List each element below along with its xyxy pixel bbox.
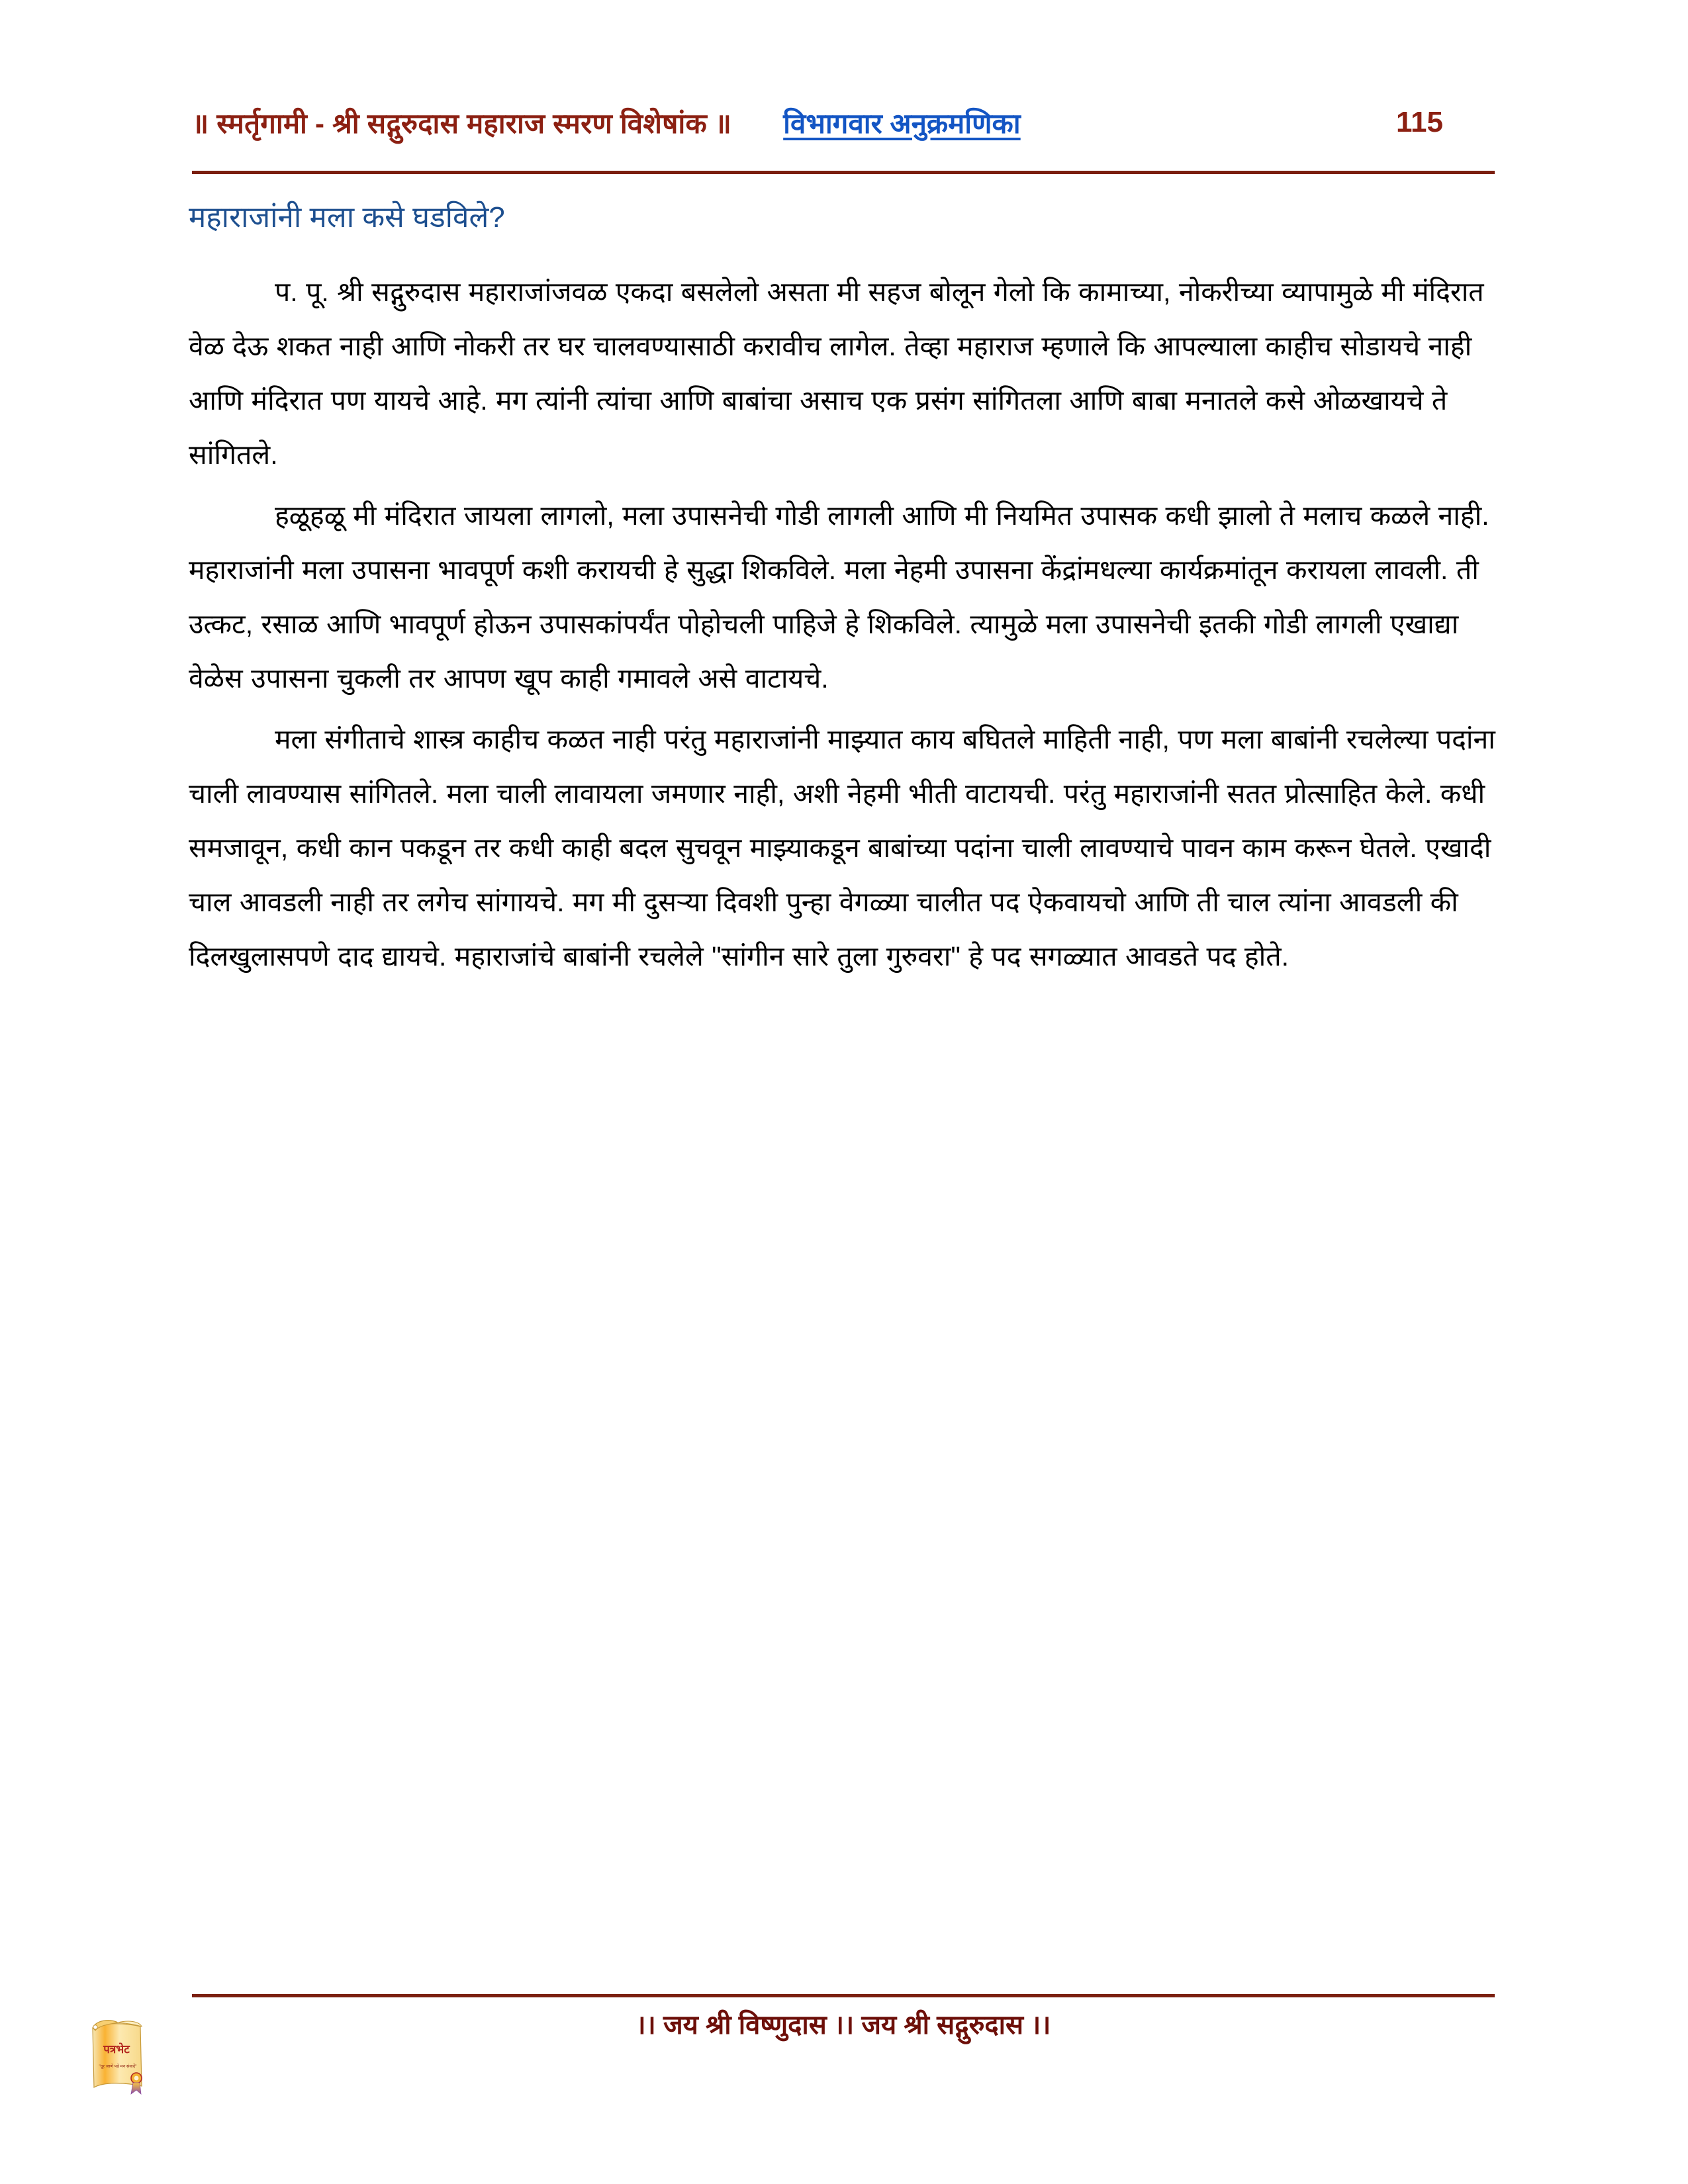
patrabhet-scroll-logo bbox=[85, 2012, 164, 2095]
article-body bbox=[189, 265, 1496, 990]
footer-text: ।। जय श्री विष्णुदास ।। जय श्री सद्गुरुदास ।। bbox=[635, 2011, 1051, 2040]
header-title: ॥ स्मर्तृगामी - श्री सद्गुरुदास महाराज स्मरण विशेषांक ॥ bbox=[192, 107, 732, 139]
body-paragraph: मला संगीताचे शास्त्र काहीच कळत नाही परंतु महाराजांनी माझ्यात काय बघितले माहिती नाही, पण मला बाबांनी रचलेल्या पदांना चाली लावण्यास सांगितले. मला चाली लावायला जमणार नाही, अशी नेहमी भीती वाटायची. परंतु महाराजांनी सतत प्रोत्साहित केले. कधी समजावून, कधी कान पकडून तर कधी काही बदल सुचवून माझ्याकडून बाबांच्या पदांना चाली लावण्याचे पावन काम करून घेतले. एखादी चाल आवडली नाही तर लगेच सांगायचे. मग मी दुसऱ्या दिवशी पुन्हा वेगळ्या चालीत पद ऐकवायचो आणि ती चाल त्यांना आवडली की दिलखुलासपणे दाद द्यायचे. महाराजांचे बाबांनी रचलेले "सांगीन सारे तुला गुरुवरा" हे पद सगळ्यात आवडते पद होते. bbox=[189, 724, 1495, 972]
section-heading: महाराजांनी मला कसे घडविले? bbox=[189, 201, 505, 234]
body-paragraph: प. पू. श्री सद्गुरुदास महाराजांजवळ एकदा बसलेलो असता मी सहज बोलून गेलो कि कामाच्या, नोकरीच्या व्यापामुळे मी मंदिरात वेळ देऊ शकत नाही आणि नोकरी तर घर चालवण्यासाठी करावीच लागेल. तेव्हा महाराज म्हणाले कि आपल्याला काहीच सोडायचे नाही आणि मंदिरात पण यायचे आहे. मग त्यांनी त्यांचा आणि बाबांचा असाच एक प्रसंग सांगितला आणि बाबा मनातले कसे ओळखायचे ते सांगितले. bbox=[189, 277, 1484, 470]
logo-name-text: पत्रभेट bbox=[103, 2043, 130, 2056]
header-divider bbox=[192, 171, 1495, 174]
index-link[interactable]: विभागवार अनुक्रमणिका bbox=[783, 107, 1021, 139]
logo-tagline-text: "दूर जाणे पडे मन संवादें" bbox=[99, 2064, 137, 2069]
footer-divider bbox=[192, 1994, 1495, 1997]
page-header bbox=[192, 93, 1496, 152]
body-paragraph: हळूहळू मी मंदिरात जायला लागलो, मला उपासनेची गोडी लागली आणि मी नियमित उपासक कधी झालो ते मलाच कळले नाही. महाराजांनी मला उपासना भावपूर्ण कशी करायची हे सुद्धा शिकविले. मला नेहमी उपासना केंद्रांमधल्या कार्यक्रमांतून करायला लावली. ती उत्कट, रसाळ आणि भावपूर्ण होऊन उपासकांपर्यंत पोहोचली पाहिजे हे शिकविले. त्यामुळे मला उपासनेची इतकी गोडी लागली एखाद्या वेळेस उपासना चुकली तर आपण खूप काही गमावले असे वाटायचे. bbox=[189, 500, 1489, 694]
scroll-icon bbox=[85, 2012, 164, 2095]
page-number: 115 bbox=[1396, 106, 1443, 138]
